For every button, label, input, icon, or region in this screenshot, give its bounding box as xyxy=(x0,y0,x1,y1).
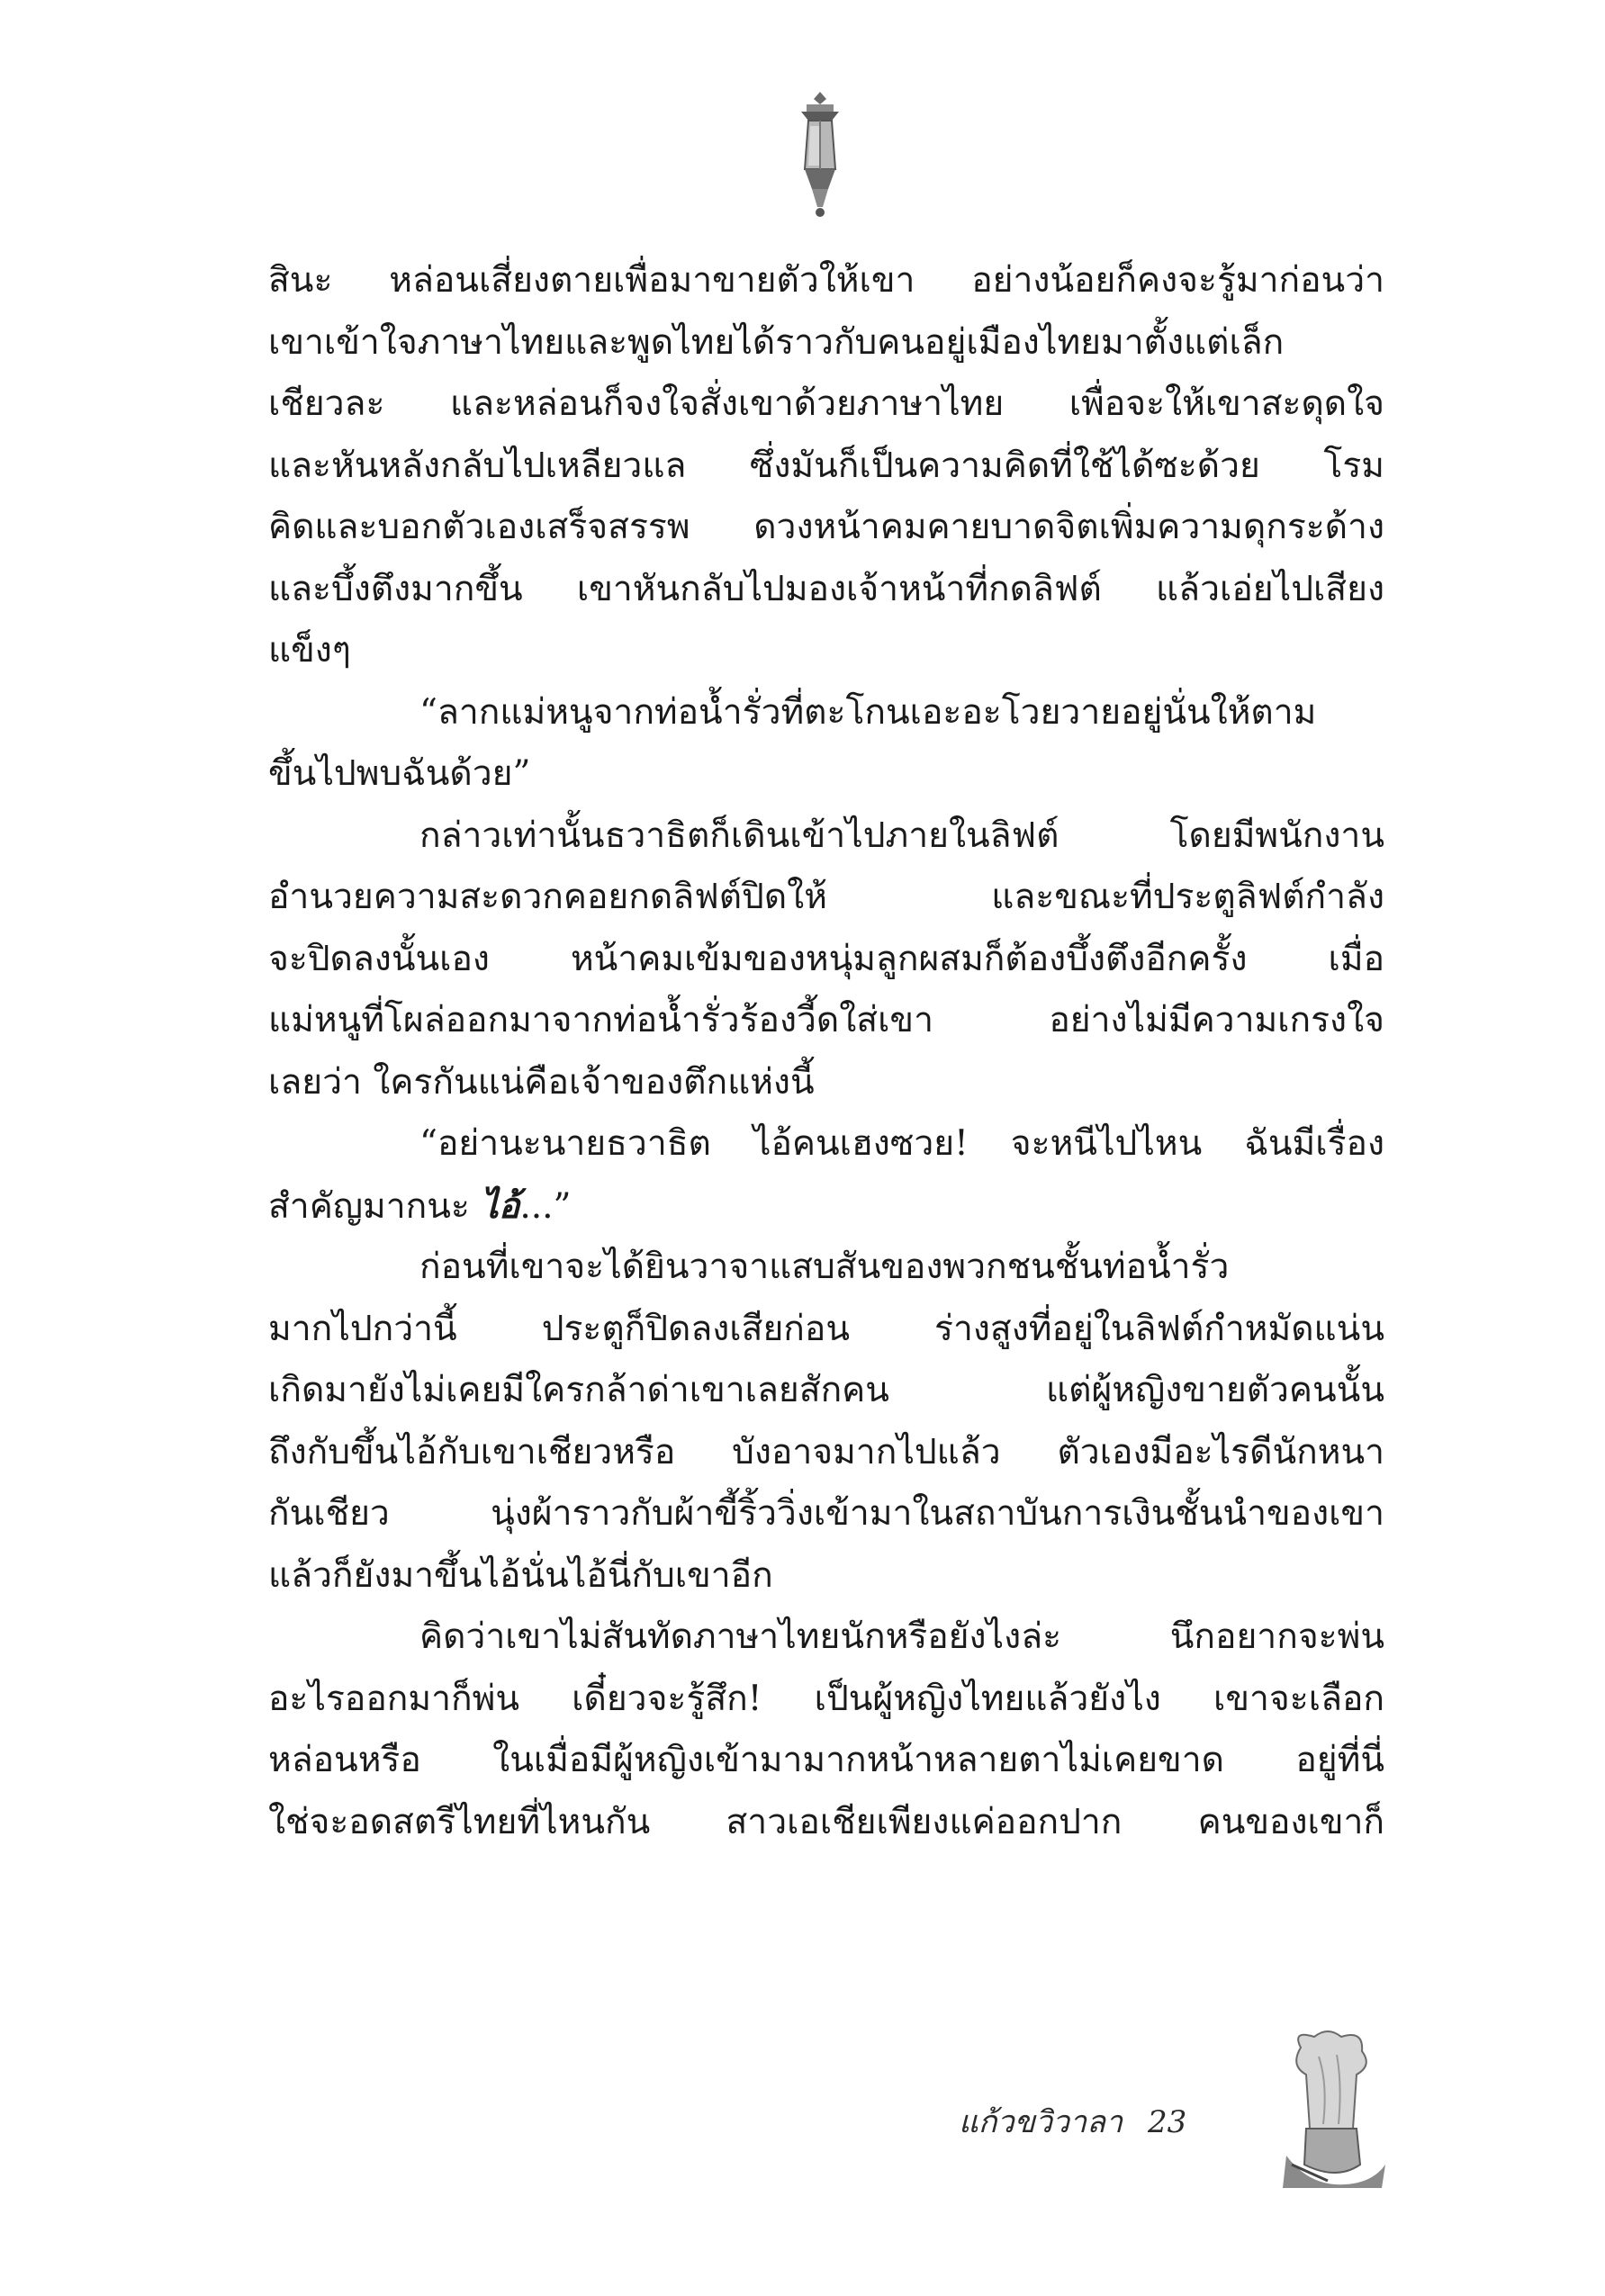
text-line: ใช่จะอดสตรีไทยที่ไหนกัน สาวเอเชียเพียงแค่ออกปาก คนของเขาก็ xyxy=(268,1801,1384,1842)
text-line: ถึงกับขึ้นไอ้กับเขาเชียวหรือ บังอาจมากไปแล้ว ตัวเองมีอะไรดีนักหนา xyxy=(268,1431,1384,1472)
body-text xyxy=(268,250,1384,1853)
text-line: “อย่านะนายธวาธิต ไอ้คนเฮงซวย! จะหนีไปไหน ฉันมีเรื่อง xyxy=(419,1123,1384,1164)
text-line: คิดว่าเขาไม่สันทัดภาษาไทยนักหรือยังไงล่ะ นึกอยากจะพ่น xyxy=(419,1616,1384,1657)
text-line: กล่าวเท่านั้นธวาธิตก็เดินเข้าไปภายในลิฟต์ โดยมีพนักงาน xyxy=(419,815,1384,856)
text-line: เชียวละ และหล่อนก็จงใจสั่งเขาด้วยภาษาไทย เพื่อจะให้เขาสะดุดใจ xyxy=(268,383,1384,424)
text-line: สินะ หล่อนเสี่ยงตายเพื่อมาขายตัวให้เขา อย่างน้อยก็คงจะรู้มาก่อนว่า xyxy=(268,260,1384,301)
text-line: แล้วก็ยังมาขึ้นไอ้นั่นไอ้นี่กับเขาอีก xyxy=(268,1554,773,1596)
text-line-tail: ...” xyxy=(519,1185,572,1227)
text-line: แข็งๆ xyxy=(268,630,351,671)
text-line: มากไปกว่านี้ ประตูก็ปิดลงเสียก่อน ร่างสูงที่อยู่ในลิฟต์กำหมัดแน่น xyxy=(268,1308,1384,1349)
page-footer xyxy=(959,2097,1186,2146)
text-line: อำนวยความสะดวกคอยกดลิฟต์ปิดให้ และขณะที่ประตูลิฟต์กำลัง xyxy=(268,877,1384,917)
text-line xyxy=(268,1175,1384,1238)
text-line: และบึ้งตึงมากขึ้น เขาหันกลับไปมองเจ้าหน้าที่กดลิฟต์ แล้วเอ่ยไปเสียง xyxy=(268,568,1384,609)
chef-hat-illustration-icon xyxy=(1274,2030,1391,2192)
text-line: เลยว่า ใครกันแน่คือเจ้าของตึกแห่งนี้ xyxy=(268,1061,815,1103)
text-line: “ลากแม่หนูจากท่อน้ำรั่วที่ตะโกนเอะอะโวยวายอยู่นั่นให้ตาม xyxy=(419,691,1317,733)
text-line: คิดและบอกตัวเองเสร็จสรรพ ดวงหน้าคมคายบาดจิตเพิ่มความดุกระด้าง xyxy=(268,507,1384,547)
text-line-main: สำคัญมากนะ xyxy=(268,1185,470,1227)
text-line: เขาเข้าใจภาษาไทยและพูดไทยได้ราวกับคนอยู่เมืองไทยมาตั้งแต่เล็ก xyxy=(268,321,1285,363)
text-line: เกิดมายังไม่เคยมีใครกล้าด่าเขาเลยสักคน แต่ผู้หญิงขายตัวคนนั้น xyxy=(268,1370,1384,1410)
text-line: และหันหลังกลับไปเหลียวแล ซึ่งมันก็เป็นความคิดที่ใช้ได้ซะด้วย โรม xyxy=(268,445,1384,486)
text-line: อะไรออกมาก็พ่น เดี๋ยวจะรู้สึก! เป็นผู้หญิงไทยแล้วยังไง เขาจะเลือก xyxy=(268,1678,1384,1719)
book-title: แก้วขวิวาลา xyxy=(959,2104,1123,2140)
text-line: หล่อนหรือ ในเมื่อมีผู้หญิงเข้ามามากหน้าหลายตาไม่เคยขาด อยู่ที่นี่ xyxy=(268,1740,1384,1780)
lantern-ornament-icon xyxy=(780,90,861,225)
text-line: ขึ้นไปพบฉันด้วย” xyxy=(268,753,531,794)
text-line: ก่อนที่เขาจะได้ยินวาจาแสบสันของพวกชนชั้นท่อน้ำรั่ว xyxy=(419,1247,1230,1287)
text-line: จะปิดลงนั้นเอง หน้าคมเข้มของหนุ่มลูกผสมก็ต้องบึ้งตึงอีกครั้ง เมื่อ xyxy=(268,938,1384,979)
page-number: 23 xyxy=(1148,2104,1187,2140)
text-line: กันเชียว นุ่งผ้าราวกับผ้าขี้ริ้ววิ่งเข้ามาในสถาบันการเงินชั้นนำของเขา xyxy=(268,1493,1384,1534)
text-line-italic: ไอ้ xyxy=(481,1184,520,1227)
text-line: แม่หนูที่โผล่ออกมาจากท่อน้ำรั่วร้องวี้ดใส่เขา อย่างไม่มีความเกรงใจ xyxy=(268,1000,1384,1040)
